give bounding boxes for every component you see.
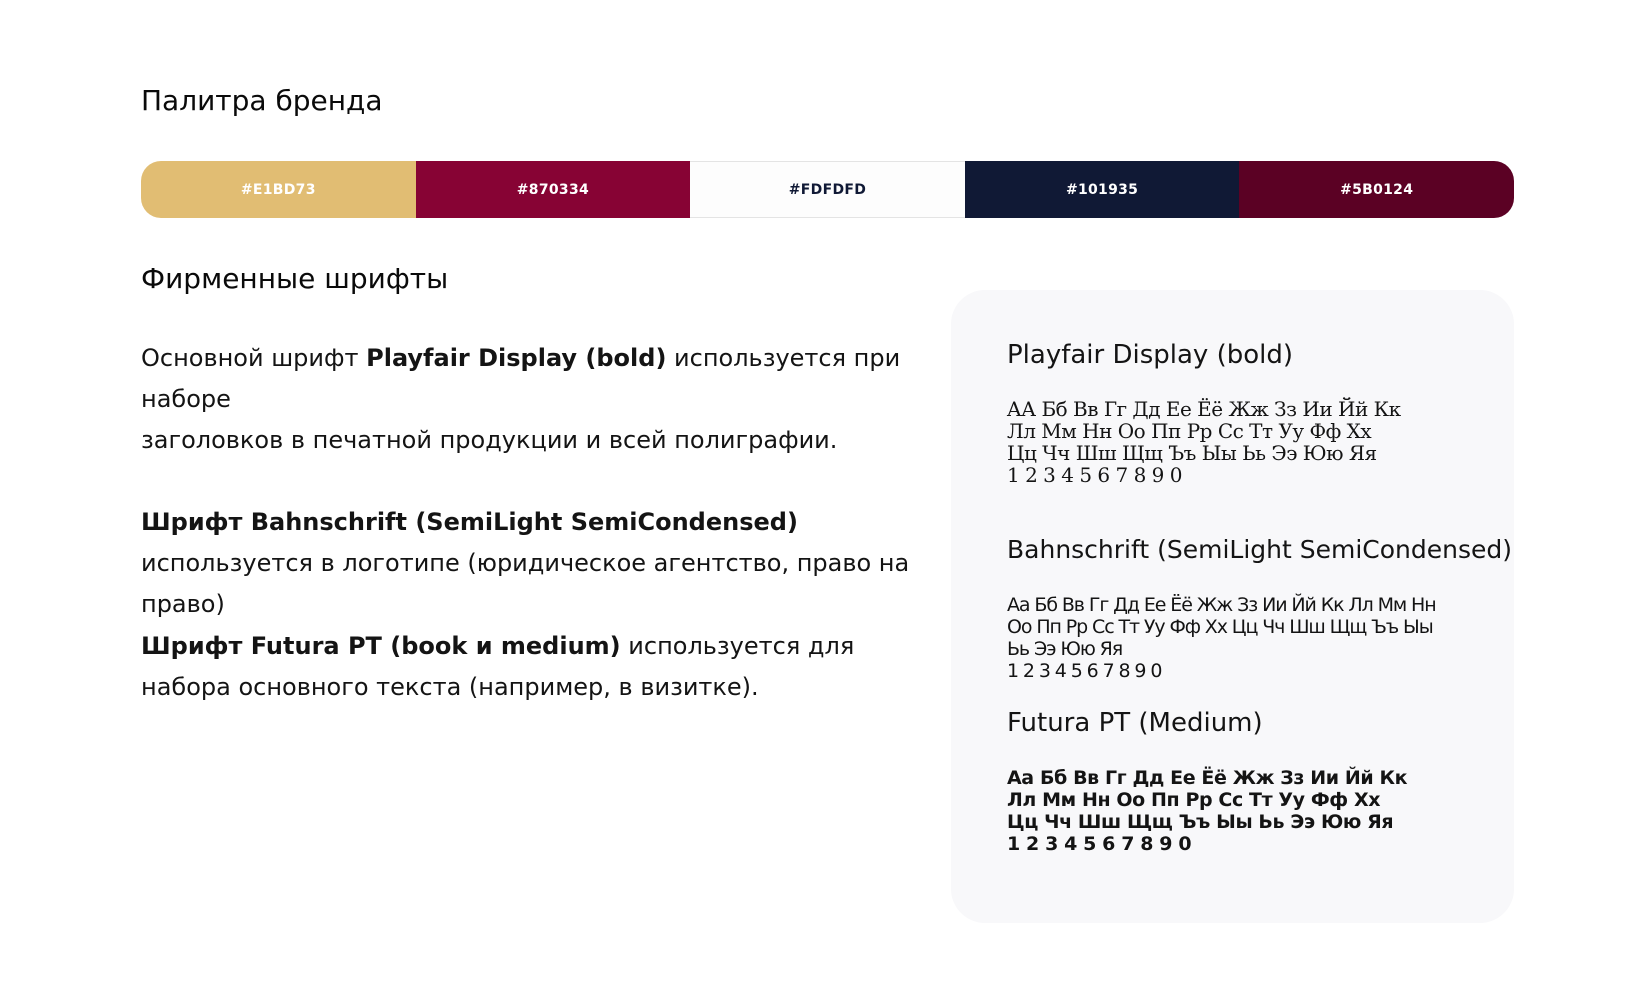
font-description-futura: [141, 626, 941, 708]
font-name-highlight: Шрифт Futura PT (book и medium): [141, 632, 621, 660]
font-description-playfair: [141, 338, 941, 461]
palette-title: Палитра бренда: [141, 84, 383, 117]
color-swatch: [690, 161, 965, 218]
color-hex-label: #870334: [516, 181, 590, 198]
specimen-font-name: Bahnschrift (SemiLight SemiCondensed): [1007, 535, 1513, 564]
specimen-font-name: Playfair Display (bold): [1007, 340, 1294, 370]
description-text: используется для набора основного текста (например, в визитке).: [141, 632, 855, 701]
description-text: используется в логотипе (юридическое агентство, право на право): [141, 549, 910, 618]
description-text: используется при наборе заголовков в печатной продукции и всей полиграфии.: [141, 344, 901, 454]
font-specimen-card: [951, 290, 1514, 923]
specimen-alphabet: Аа Бб Вв Гг Дд Ее Ёё Жж Зз Ии Йй Кк Лл Мм Нн Оо Пп Рр Сс Тт Уу Фф Хх Цц Чч Шш Щщ Ъъ Ыы Ьь Ээ Юю Яя 1 2 3 4 5 6 7 8 9 0: [1007, 767, 1408, 855]
color-hex-label: #101935: [1065, 181, 1139, 198]
font-name-highlight: Шрифт Bahnschrift (SemiLight SemiCondensed): [141, 508, 798, 536]
color-swatch: [416, 161, 691, 218]
specimen-font-name: Futura PT (Medium): [1007, 708, 1263, 738]
description-text: Основной шрифт: [141, 344, 367, 372]
font-name-highlight: Playfair Display (bold): [366, 344, 667, 372]
fonts-title: Фирменные шрифты: [141, 262, 449, 295]
color-hex-label: #FDFDFD: [788, 181, 867, 198]
color-hex-label: #5B0124: [1340, 181, 1414, 198]
font-description-bahnschrift: [141, 502, 941, 625]
color-swatch: [141, 161, 416, 218]
color-swatch: [965, 161, 1240, 218]
specimen-alphabet: AА Бб Вв Гг Дд Ее Ёё Жж Зз Ии Йй Кк Лл Мм Нн Оо Пп Рр Сс Тт Уу Фф Хх Цц Чч Шш Щщ Ъъ Ыы Ьь Ээ Юю Яя 1 2 3 4 5 6 7 8 9 0: [1007, 397, 1401, 487]
color-hex-label: #E1BD73: [240, 181, 316, 198]
color-swatch: [1239, 161, 1514, 218]
brand-palette: [141, 161, 1514, 218]
specimen-alphabet: Аа Бб Вв Гг Дд Ее Ёё Жж Зз Ии Йй Кк Лл Мм Нн Оо Пп Рр Сс Тт Уу Фф Хх Цц Чч Шш Щщ Ъъ Ыы Ьь Ээ Юю Яя 1 2 3 4 5 6 7 8 9 0: [1007, 594, 1436, 682]
